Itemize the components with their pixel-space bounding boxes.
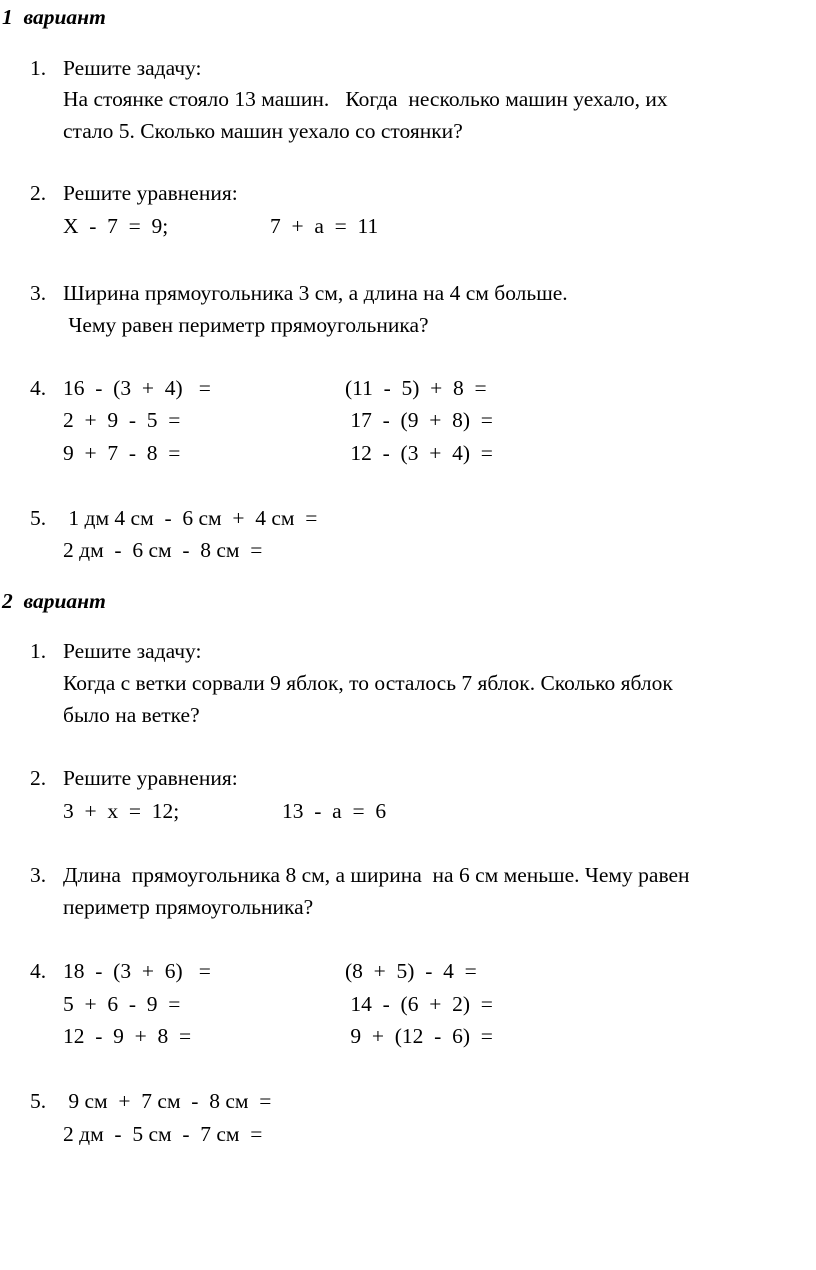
variant-2-title: 2 вариант [2, 589, 106, 613]
v2-task-2-equation-2: 13 - а = 6 [282, 799, 387, 823]
v1-task-1-number: 1. [30, 56, 47, 80]
v1-task-4-expr-left-1: 16 - (3 + 4) = [63, 376, 211, 400]
v2-task-5-expr-2: 2 дм - 5 см - 7 см = [63, 1122, 263, 1146]
v2-task-3-text-line-1: Длина прямоугольника 8 см, а ширина на 6 см меньше. Чему равен [63, 863, 690, 887]
v2-task-1-text-line-2: было на ветке? [63, 703, 200, 727]
v2-task-4-number: 4. [30, 959, 47, 983]
v2-task-4-expr-left-3: 12 - 9 + 8 = [63, 1024, 192, 1048]
v2-task-5-number: 5. [30, 1089, 47, 1113]
v1-task-5-number: 5. [30, 506, 47, 530]
v1-task-1-prompt: Решите задачу: [63, 56, 202, 80]
v2-task-3-text-line-2: периметр прямоугольника? [63, 895, 314, 919]
v2-task-2-number: 2. [30, 766, 47, 790]
v1-task-2-number: 2. [30, 181, 47, 205]
variant-1-title: 1 вариант [2, 5, 106, 29]
v1-task-4-expr-right-2: 17 - (9 + 8) = [345, 408, 493, 432]
v1-task-4-expr-right-1: (11 - 5) + 8 = [345, 376, 487, 400]
v2-task-1-text-line-1: Когда с ветки сорвали 9 яблок, то осталось 7 яблок. Сколько яблок [63, 671, 673, 695]
v1-task-3-text-line-1: Ширина прямоугольника 3 см, а длина на 4 см больше. [63, 281, 568, 305]
v2-task-4-expr-right-1: (8 + 5) - 4 = [345, 959, 477, 983]
v1-task-4-expr-right-3: 12 - (3 + 4) = [345, 441, 493, 465]
v1-task-1-text-line-2: стало 5. Сколько машин уехало со стоянки? [63, 119, 463, 143]
v1-task-4-number: 4. [30, 376, 47, 400]
v1-task-5-expr-1: 1 дм 4 см - 6 см + 4 см = [63, 506, 318, 530]
v1-task-4-expr-left-3: 9 + 7 - 8 = [63, 441, 181, 465]
v2-task-4-expr-right-3: 9 + (12 - 6) = [345, 1024, 493, 1048]
v2-task-2-prompt: Решите уравнения: [63, 766, 238, 790]
v2-task-5-expr-1: 9 см + 7 см - 8 см = [63, 1089, 272, 1113]
v2-task-4-expr-left-2: 5 + 6 - 9 = [63, 992, 181, 1016]
v1-task-2-prompt: Решите уравнения: [63, 181, 238, 205]
v1-task-5-expr-2: 2 дм - 6 см - 8 см = [63, 538, 263, 562]
v1-task-2-equation-1: Х - 7 = 9; [63, 214, 169, 238]
v1-task-3-text-line-2: Чему равен периметр прямоугольника? [63, 313, 429, 337]
v1-task-4-expr-left-2: 2 + 9 - 5 = [63, 408, 181, 432]
v2-task-1-prompt: Решите задачу: [63, 639, 202, 663]
v2-task-1-number: 1. [30, 639, 47, 663]
v1-task-1-text-line-1: На стоянке стояло 13 машин. Когда несколько машин уехало, их [63, 87, 668, 111]
v2-task-4-expr-right-2: 14 - (6 + 2) = [345, 992, 493, 1016]
v1-task-2-equation-2: 7 + а = 11 [270, 214, 379, 238]
v2-task-2-equation-1: 3 + х = 12; [63, 799, 180, 823]
v1-task-3-number: 3. [30, 281, 47, 305]
v2-task-3-number: 3. [30, 863, 47, 887]
v2-task-4-expr-left-1: 18 - (3 + 6) = [63, 959, 211, 983]
